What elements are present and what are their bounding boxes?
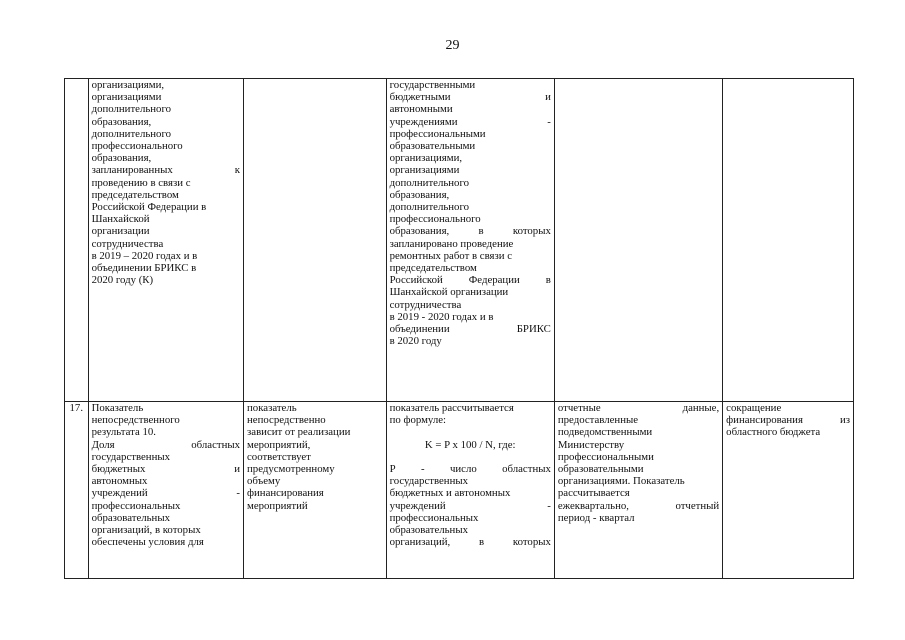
text-line xyxy=(390,91,551,103)
text-word: и xyxy=(234,463,241,476)
text-line: дополнительного xyxy=(389,176,470,189)
text-line: председательством xyxy=(389,262,477,275)
table-row-continued xyxy=(65,79,854,402)
text-line: зависит от реализации xyxy=(247,426,351,439)
text-word: отчетные xyxy=(557,402,601,414)
text-line xyxy=(92,164,240,176)
text-line: обеспечены условия для xyxy=(91,536,204,549)
row-number-cell xyxy=(65,79,89,402)
text-word: отчетный xyxy=(675,499,720,512)
text-line: сокращение xyxy=(726,402,782,414)
text-word: Российской xyxy=(389,274,443,287)
dependency-cell xyxy=(244,79,387,402)
text-line xyxy=(390,500,551,512)
text-line xyxy=(726,414,850,426)
text-line xyxy=(92,487,240,499)
text-word: в xyxy=(479,536,485,549)
text-word: P xyxy=(389,462,396,475)
text-line: сотрудничества xyxy=(91,237,164,250)
text-line: организациями. Показатель xyxy=(557,475,685,488)
text-line: показатель xyxy=(247,402,297,414)
text-word: организаций, xyxy=(389,536,451,549)
text-word: - xyxy=(547,499,551,512)
text-line xyxy=(390,225,551,237)
text-line: мероприятий, xyxy=(247,438,311,451)
text-line xyxy=(558,402,719,414)
text-word: объединении xyxy=(389,323,450,336)
text-line: профессиональных xyxy=(91,499,181,512)
indicators-table xyxy=(64,78,854,579)
text-word: учреждений xyxy=(389,499,446,512)
text-word: учреждений xyxy=(91,487,148,500)
text-word: ежеквартально, xyxy=(557,499,629,512)
text-line: организаций, в которых xyxy=(91,524,201,537)
text-line xyxy=(390,463,551,475)
text-line: ремонтных работ в связи с xyxy=(389,249,513,262)
data-source-cell xyxy=(554,402,722,579)
text-line: организации xyxy=(91,225,150,238)
text-line xyxy=(390,323,551,335)
text-word: к xyxy=(234,164,241,177)
text-line: предоставленные xyxy=(557,414,639,427)
text-line: организациями, xyxy=(389,152,463,165)
text-line: показатель рассчитывается xyxy=(389,402,514,414)
text-line: дополнительного xyxy=(91,103,172,116)
text-word: образования, xyxy=(389,225,450,238)
text-line: профессиональными xyxy=(389,127,486,140)
text-line: Шанхайской xyxy=(91,213,150,226)
page-number: 29 xyxy=(445,38,460,53)
text-line: образовательных xyxy=(389,524,468,536)
text-word: финансирования xyxy=(726,414,803,427)
text-line xyxy=(92,463,240,475)
text-line: Показатель xyxy=(91,402,144,414)
text-line: подведомственными xyxy=(557,426,653,439)
text-word: БРИКС xyxy=(516,323,551,336)
formula-line: K = P x 100 / N, где: xyxy=(424,438,516,451)
text-line: автономными xyxy=(389,103,453,116)
text-line: профессионального xyxy=(91,140,183,153)
calculation-method-cell xyxy=(386,402,554,579)
row-number-cell: 17. xyxy=(65,402,89,579)
text-line: организациями xyxy=(389,164,460,177)
text-line: Шанхайской организации xyxy=(389,286,509,299)
text-word: - xyxy=(420,462,425,475)
text-line: образовательными xyxy=(389,140,476,153)
text-line: объему xyxy=(247,475,281,488)
text-word: областных xyxy=(502,462,551,475)
text-line xyxy=(558,500,719,512)
text-word: из xyxy=(839,414,850,427)
text-word: запланированных xyxy=(91,164,173,177)
direction-cell xyxy=(723,402,854,579)
text-line: профессиональными xyxy=(557,450,654,463)
text-line: дополнительного xyxy=(91,127,172,140)
text-line: 2020 году (К) xyxy=(91,274,154,287)
text-line xyxy=(92,439,240,451)
text-line: бюджетных и автономных xyxy=(389,487,511,500)
text-line: запланировано проведение xyxy=(389,237,514,250)
text-line: образования, xyxy=(91,152,152,165)
text-line: результата 10. xyxy=(91,426,156,439)
data-source-cell xyxy=(554,79,722,402)
direction-cell xyxy=(723,79,854,402)
text-line: образовательных xyxy=(91,511,170,524)
text-word: - xyxy=(236,487,241,500)
text-line: непосредственно xyxy=(247,414,326,427)
text-line: областного бюджета xyxy=(726,426,821,439)
dependency-cell xyxy=(244,402,387,579)
text-line: организациями xyxy=(91,91,162,104)
text-line: образования, xyxy=(389,188,450,201)
text-line: профессионального xyxy=(389,213,481,226)
text-line xyxy=(390,536,551,548)
text-line: мероприятий xyxy=(247,499,308,512)
text-line: предусмотренному xyxy=(247,463,335,476)
text-line: государственными xyxy=(389,79,476,91)
text-line: автономных xyxy=(91,475,148,488)
text-line xyxy=(390,274,551,286)
text-word: областных xyxy=(191,438,241,451)
text-line: соответствует xyxy=(247,450,311,463)
text-word: которых xyxy=(512,536,551,549)
indicator-name-cell xyxy=(88,402,243,579)
blank-line xyxy=(390,426,551,438)
text-word: Доля xyxy=(91,438,115,451)
text-word: учреждениями xyxy=(389,115,458,128)
text-word: бюджетных xyxy=(91,463,146,476)
text-word: в xyxy=(478,225,484,238)
text-word: Федерации xyxy=(468,274,520,287)
text-line: дополнительного xyxy=(389,201,470,214)
text-line: объединении БРИКС в xyxy=(91,262,197,275)
text-word: в xyxy=(545,274,551,287)
text-line: организациями, xyxy=(91,79,165,91)
text-line: финансирования xyxy=(247,487,324,500)
text-line: Российской Федерации в xyxy=(91,201,207,214)
text-line: государственных xyxy=(91,450,171,463)
text-line: по формуле: xyxy=(389,414,447,427)
text-line: сотрудничества xyxy=(389,298,462,311)
text-word: - xyxy=(547,115,551,128)
text-line xyxy=(390,116,551,128)
text-word: данные, xyxy=(682,402,720,414)
text-line: в 2020 году xyxy=(389,335,442,348)
text-line: председательством xyxy=(91,188,179,201)
text-line: период - квартал xyxy=(557,511,635,524)
indicator-name-cell xyxy=(88,79,243,402)
text-line: образования, xyxy=(91,115,152,128)
text-line: Министерству xyxy=(557,438,625,451)
text-line: в 2019 - 2020 годах и в xyxy=(389,310,494,323)
text-word: число xyxy=(449,462,477,475)
text-line: проведению в связи с xyxy=(91,176,191,189)
text-line: профессиональных xyxy=(389,511,479,524)
text-word: которых xyxy=(512,225,551,238)
table-row-17 xyxy=(65,402,854,579)
blank-line xyxy=(390,451,551,463)
text-line: образовательными xyxy=(557,463,644,476)
text-line: рассчитывается xyxy=(557,487,630,500)
text-word: бюджетными xyxy=(389,91,451,104)
calculation-method-cell xyxy=(386,79,554,402)
text-line: государственных xyxy=(389,475,469,488)
text-line: непосредственного xyxy=(91,414,180,427)
text-word: и xyxy=(545,91,551,104)
text-line: в 2019 – 2020 годах и в xyxy=(91,249,198,262)
